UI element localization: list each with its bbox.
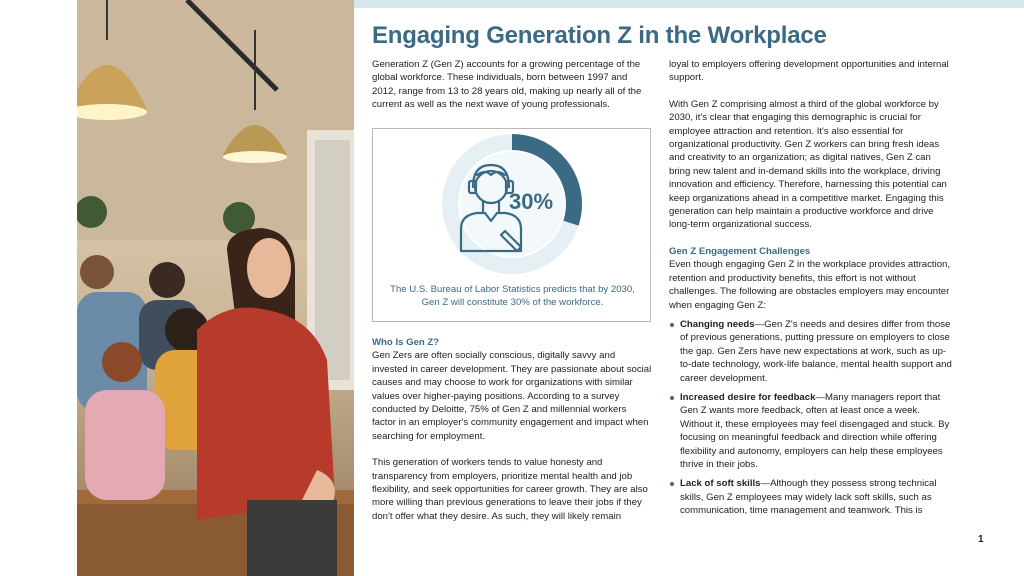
who-is-heading: Who Is Gen Z?	[372, 337, 440, 348]
stat-percent: 30%	[509, 189, 554, 214]
challenges-heading: Gen Z Engagement Challenges	[669, 245, 811, 257]
who-is-paragraph-2: This generation of workers tends to value honesty and transparency from employers, prioritize mental health and job flexibility, and seek opportunities for career growth. They are also more willing than previous generations to leave their jobs if they don't offer what they desire. As such, they will likely remain	[372, 457, 648, 522]
top-accent-bar	[354, 0, 1024, 8]
bullet-title: Changing needs	[680, 318, 755, 330]
page-title: Engaging Generation Z in the Workplace	[372, 22, 827, 49]
list-item	[669, 391, 954, 471]
bullet-title: Lack of soft skills	[680, 478, 761, 490]
bullet-text: —Many managers report that Gen Z wants more feedback, often at least once a week. Without it, these employees may feel disengaged and stuck. By focusing on meaningful feedback and direction while offering flexibility and autonomy, employers can help these employees thrive in their jobs.	[680, 391, 950, 470]
challenges-intro: Even though engaging Gen Z in the workplace provides attraction, retention and productivity benefits, this effort is not without challenges. The following are obstacles employers may encounter when engaging Gen Z:	[669, 259, 951, 311]
bullet-title: Increased desire for feedback	[680, 391, 816, 403]
page-number: 1	[978, 534, 984, 545]
challenges-list	[669, 318, 954, 518]
stat-caption: The U.S. Bureau of Labor Statistics predicts that by 2030, Gen Z will constitute 30% of the workforce.	[390, 284, 635, 309]
intro-paragraph: Generation Z (Gen Z) accounts for a growing percentage of the global workforce. These individuals, born between 1997 and 2012, range from 13 to 28 years old, making up nearly all of the current as well as the next wave of young professionals.	[372, 59, 642, 111]
office-photo-illustration	[77, 0, 354, 576]
importance-paragraph: With Gen Z comprising almost a third of the global workforce by 2030, it's clear that engaging this demographic is crucial for employee attraction and retention. It's also essential for organizational productivity. Gen Z workers can bring fresh ideas and creativity to an organization; as digital natives, Gen Z can bring new talent and in-demand skills into the workplace, driving innovation and efficiency. Therefore, harnessing this potential can keep organizations ahead in a competitive market. Engaging this generation can help maintain a productive workforce and drive long-term organizational success.	[669, 98, 947, 231]
bullet-text: —Although they possess strong technical skills, Gen Z employees may widely lack soft skills, such as communication, time management and teamwork. This is	[680, 478, 937, 517]
who-is-paragraph-1: Gen Zers are often socially conscious, digitally savvy and invested in career development. They are passionate about social causes and may choose to work for organizations with similar values over higher-paying positions. According to a survey conducted by Deloitte, 75% of Gen Z and millennial workers factor in an employer's community engagement and impact when searching for employment.	[372, 350, 652, 442]
office-photo	[77, 0, 354, 576]
intro-section	[372, 58, 652, 125]
who-is-section	[372, 336, 652, 536]
stat-box	[372, 128, 651, 322]
right-column	[669, 58, 954, 524]
list-item	[669, 477, 954, 517]
list-item	[669, 318, 954, 385]
bullet-text: —Gen Z's needs and desires differ from those of previous generations, putting pressure on employers to close the gap. Gen Zers have new expectations at work, such as up-to-date technology, work-life balance, mental health support and career development.	[680, 318, 952, 384]
continuation-paragraph: loyal to employers offering development opportunities and internal support.	[669, 59, 949, 84]
